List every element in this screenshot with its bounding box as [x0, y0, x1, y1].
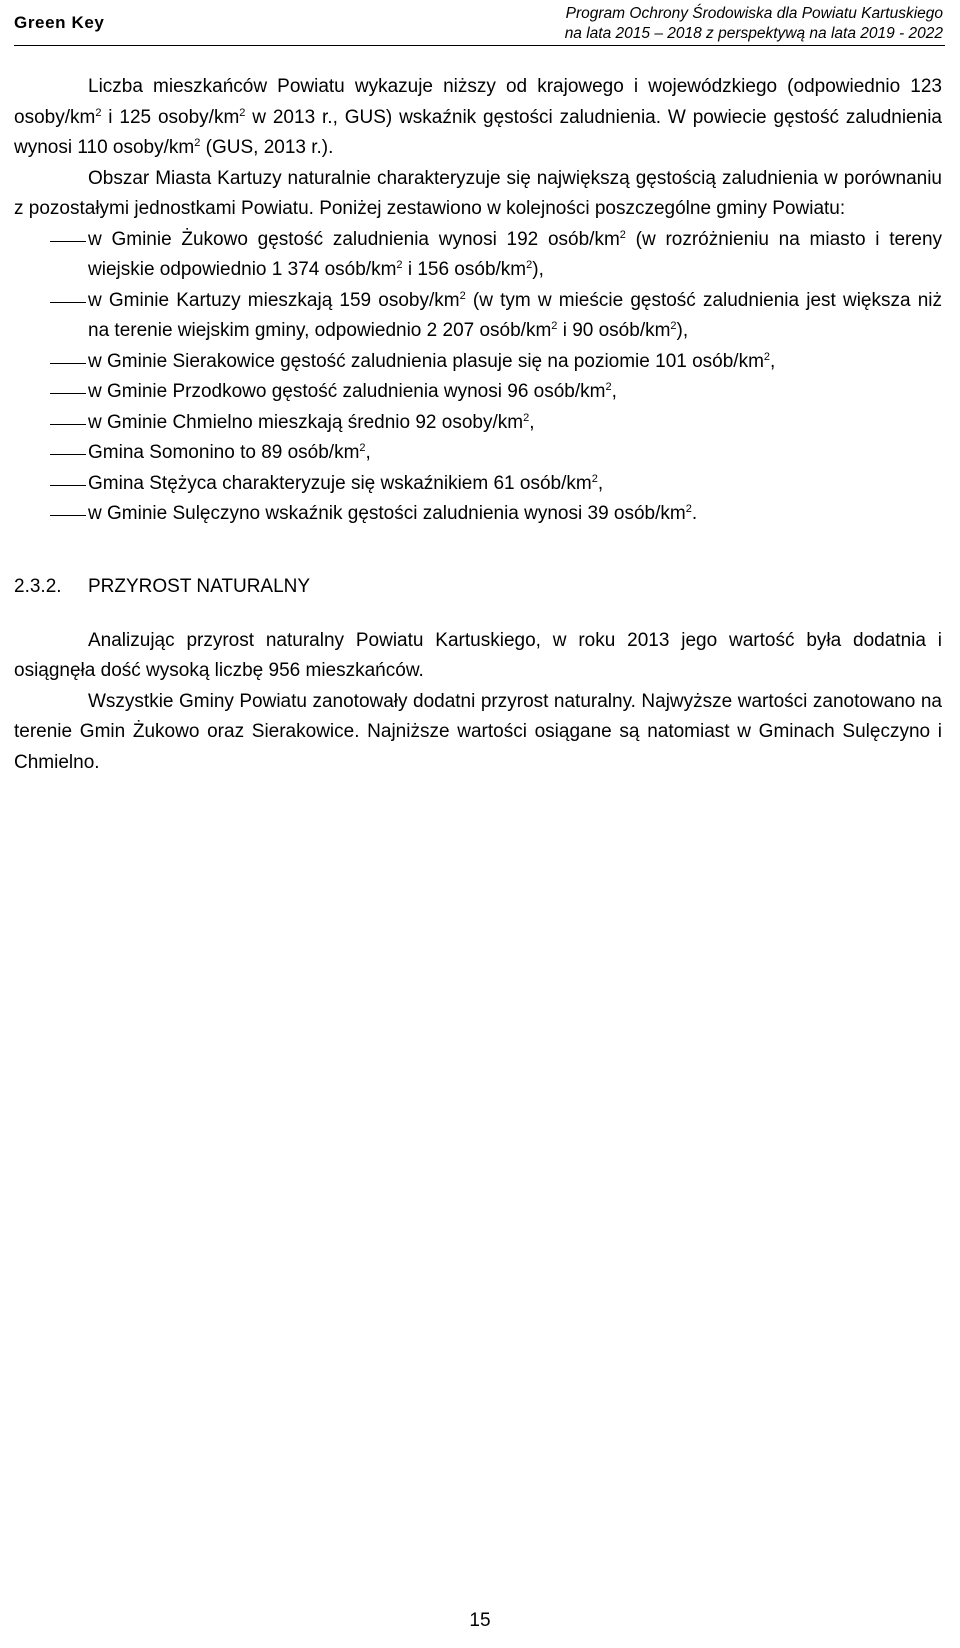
- paragraph-kartuzy-density: Obszar Miasta Kartuzy naturalnie charakteryzuje się największą gęstością zaludnienia w porównaniu z pozostałymi jednostkami Powiatu. Poniżej zestawiono w kolejności poszczególne gminy Powiatu:: [14, 167, 942, 219]
- program-title-line2: na lata 2015 – 2018 z perspektywą na lata 2019 - 2022: [564, 25, 943, 42]
- section-title: PRZYROST NATURALNY: [88, 575, 311, 597]
- gminy-density-list: [14, 225, 942, 530]
- brand-name: Green Key: [14, 13, 105, 32]
- dash-bullet: [50, 515, 86, 516]
- dash-bullet: [50, 393, 86, 394]
- dash-bullet: [50, 485, 86, 486]
- list-item: w Gminie Żukowo gęstość zaludnienia wynosi 192 osób/$km^2$ (w rozróżnieniu na miasto i tereny wiejskie odpowiednio 1 374 osób/$km^2$ i 156 osób/$km^2$),: [14, 225, 942, 286]
- list-item: w Gminie Chmielno mieszkają średnio 92 osoby/$km^2$,: [14, 408, 942, 439]
- list-item: Gmina Somonino to 89 osób/$km^2$,: [14, 438, 942, 469]
- section-number: 2.3.2.: [14, 575, 62, 597]
- list-item: w Gminie Kartuzy mieszkają 159 osoby/$km^2$ (w tym w mieście gęstość zaludnienia jest większa niż na terenie wiejskim gminy, odpowiednio 2 207 osób/$km^2$ i 90 osób/$km^2$),: [14, 286, 942, 347]
- dash-bullet: [50, 302, 86, 303]
- section-heading: [14, 572, 942, 602]
- list-item: w Gminie Sierakowice gęstość zaludnienia plasuje się na poziomie 101 osób/$km^2$,: [14, 347, 942, 378]
- page-header: [14, 4, 945, 46]
- dash-bullet: [50, 454, 86, 455]
- paragraph-population-density: Liczba mieszkańców Powiatu wykazuje niższy od krajowego i wojewódzkiego (odpowiednio 123 osoby/$km^2$ i 125 osoby/$km^2$ w 2013 r., GUS) wskaźnik gęstości zaludnienia. W powiecie gęstość zaludnienia wynosi 110 osoby/$km^2$ (GUS, 2013 r.).: [14, 76, 942, 158]
- list-item: w Gminie Przodkowo gęstość zaludnienia wynosi 96 osób/$km^2$,: [14, 377, 942, 408]
- paragraph-gminy-growth: Wszystkie Gminy Powiatu zanotowały dodatni przyrost naturalny. Najwyższe wartości zanotowano na terenie Gmin Żukowo oraz Sierakowice. Najniższe wartości osiągane są natomiast w Gminach Sulęczyno i Chmielno.: [14, 690, 942, 773]
- page-number: 15: [469, 1610, 491, 1631]
- list-item: w Gminie Sulęczyno wskaźnik gęstości zaludnienia wynosi 39 osób/$km^2$.: [14, 499, 942, 530]
- paragraph-natural-growth: Analizując przyrost naturalny Powiatu Kartuskiego, w roku 2013 jego wartość była dodatnia i osiągnęła dość wysoką liczbę 956 mieszkańców.: [14, 629, 942, 681]
- dash-bullet: [50, 424, 86, 425]
- list-item: Gmina Stężyca charakteryzuje się wskaźnikiem 61 osób/$km^2$,: [14, 469, 942, 500]
- document-body: [14, 72, 942, 778]
- program-title: [565, 4, 943, 44]
- program-title-line1: Program Ochrony Środowiska dla Powiatu Kartuskiego: [565, 5, 943, 22]
- dash-bullet: [50, 363, 86, 364]
- dash-bullet: [50, 241, 86, 242]
